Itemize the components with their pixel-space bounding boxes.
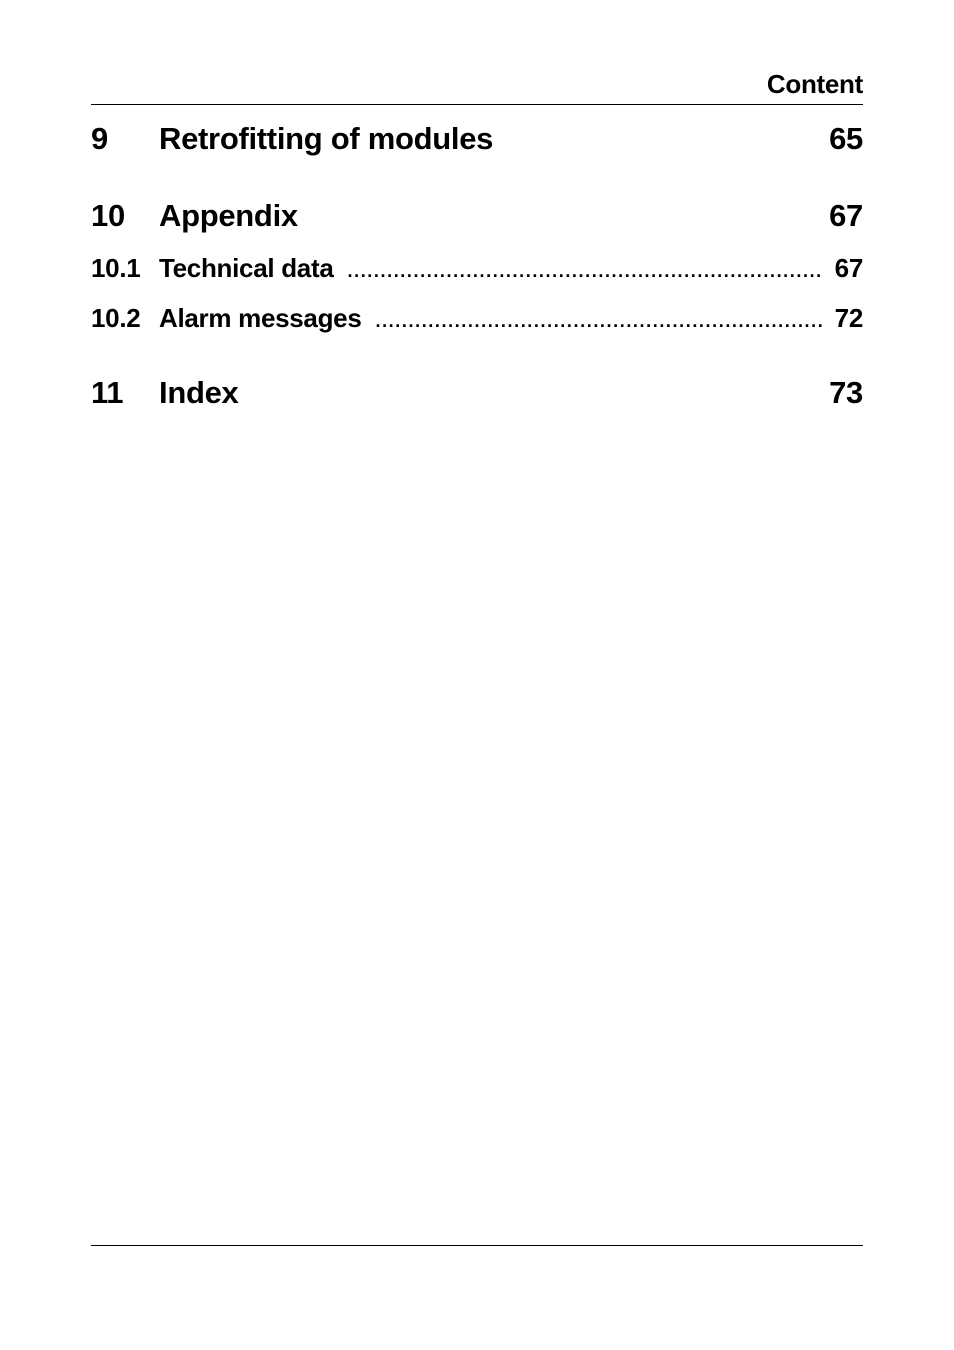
toc-entry-chapter-10[interactable]: [91, 197, 863, 235]
toc-entry-number: 10.1: [91, 253, 141, 283]
toc-entry-title: Appendix: [159, 198, 298, 233]
toc-entry-number: 11: [91, 375, 124, 410]
toc-entry-title: Index: [159, 375, 239, 410]
toc-entry-title: Technical data: [159, 253, 334, 283]
toc-entry-title: Retrofitting of modules: [159, 121, 494, 156]
toc-entry-page: 65: [829, 121, 863, 156]
toc-entry-section-10-1[interactable]: [91, 252, 863, 287]
toc-entry-chapter-9[interactable]: [91, 120, 863, 158]
toc-entry-page: 67: [829, 198, 863, 233]
toc-entry-title: Alarm messages: [159, 303, 362, 333]
toc-entry-chapter-11[interactable]: [91, 374, 863, 412]
footer-rule: [91, 1245, 863, 1246]
header-rule: [91, 104, 863, 105]
toc-entry-number: 10: [91, 198, 125, 233]
toc-entry-section-10-2[interactable]: [91, 302, 863, 337]
toc-dot-leader: [348, 255, 823, 287]
toc-entry-number: 10.2: [91, 303, 141, 333]
toc-entry-page: 73: [829, 375, 863, 410]
toc-entry-number: 9: [91, 121, 108, 156]
toc-dot-leader: [375, 305, 822, 337]
document-page: [91, 0, 863, 1350]
toc-entry-page: 72: [834, 303, 863, 333]
running-header-title: Content: [766, 69, 863, 99]
toc-entry-page: 67: [834, 253, 863, 283]
